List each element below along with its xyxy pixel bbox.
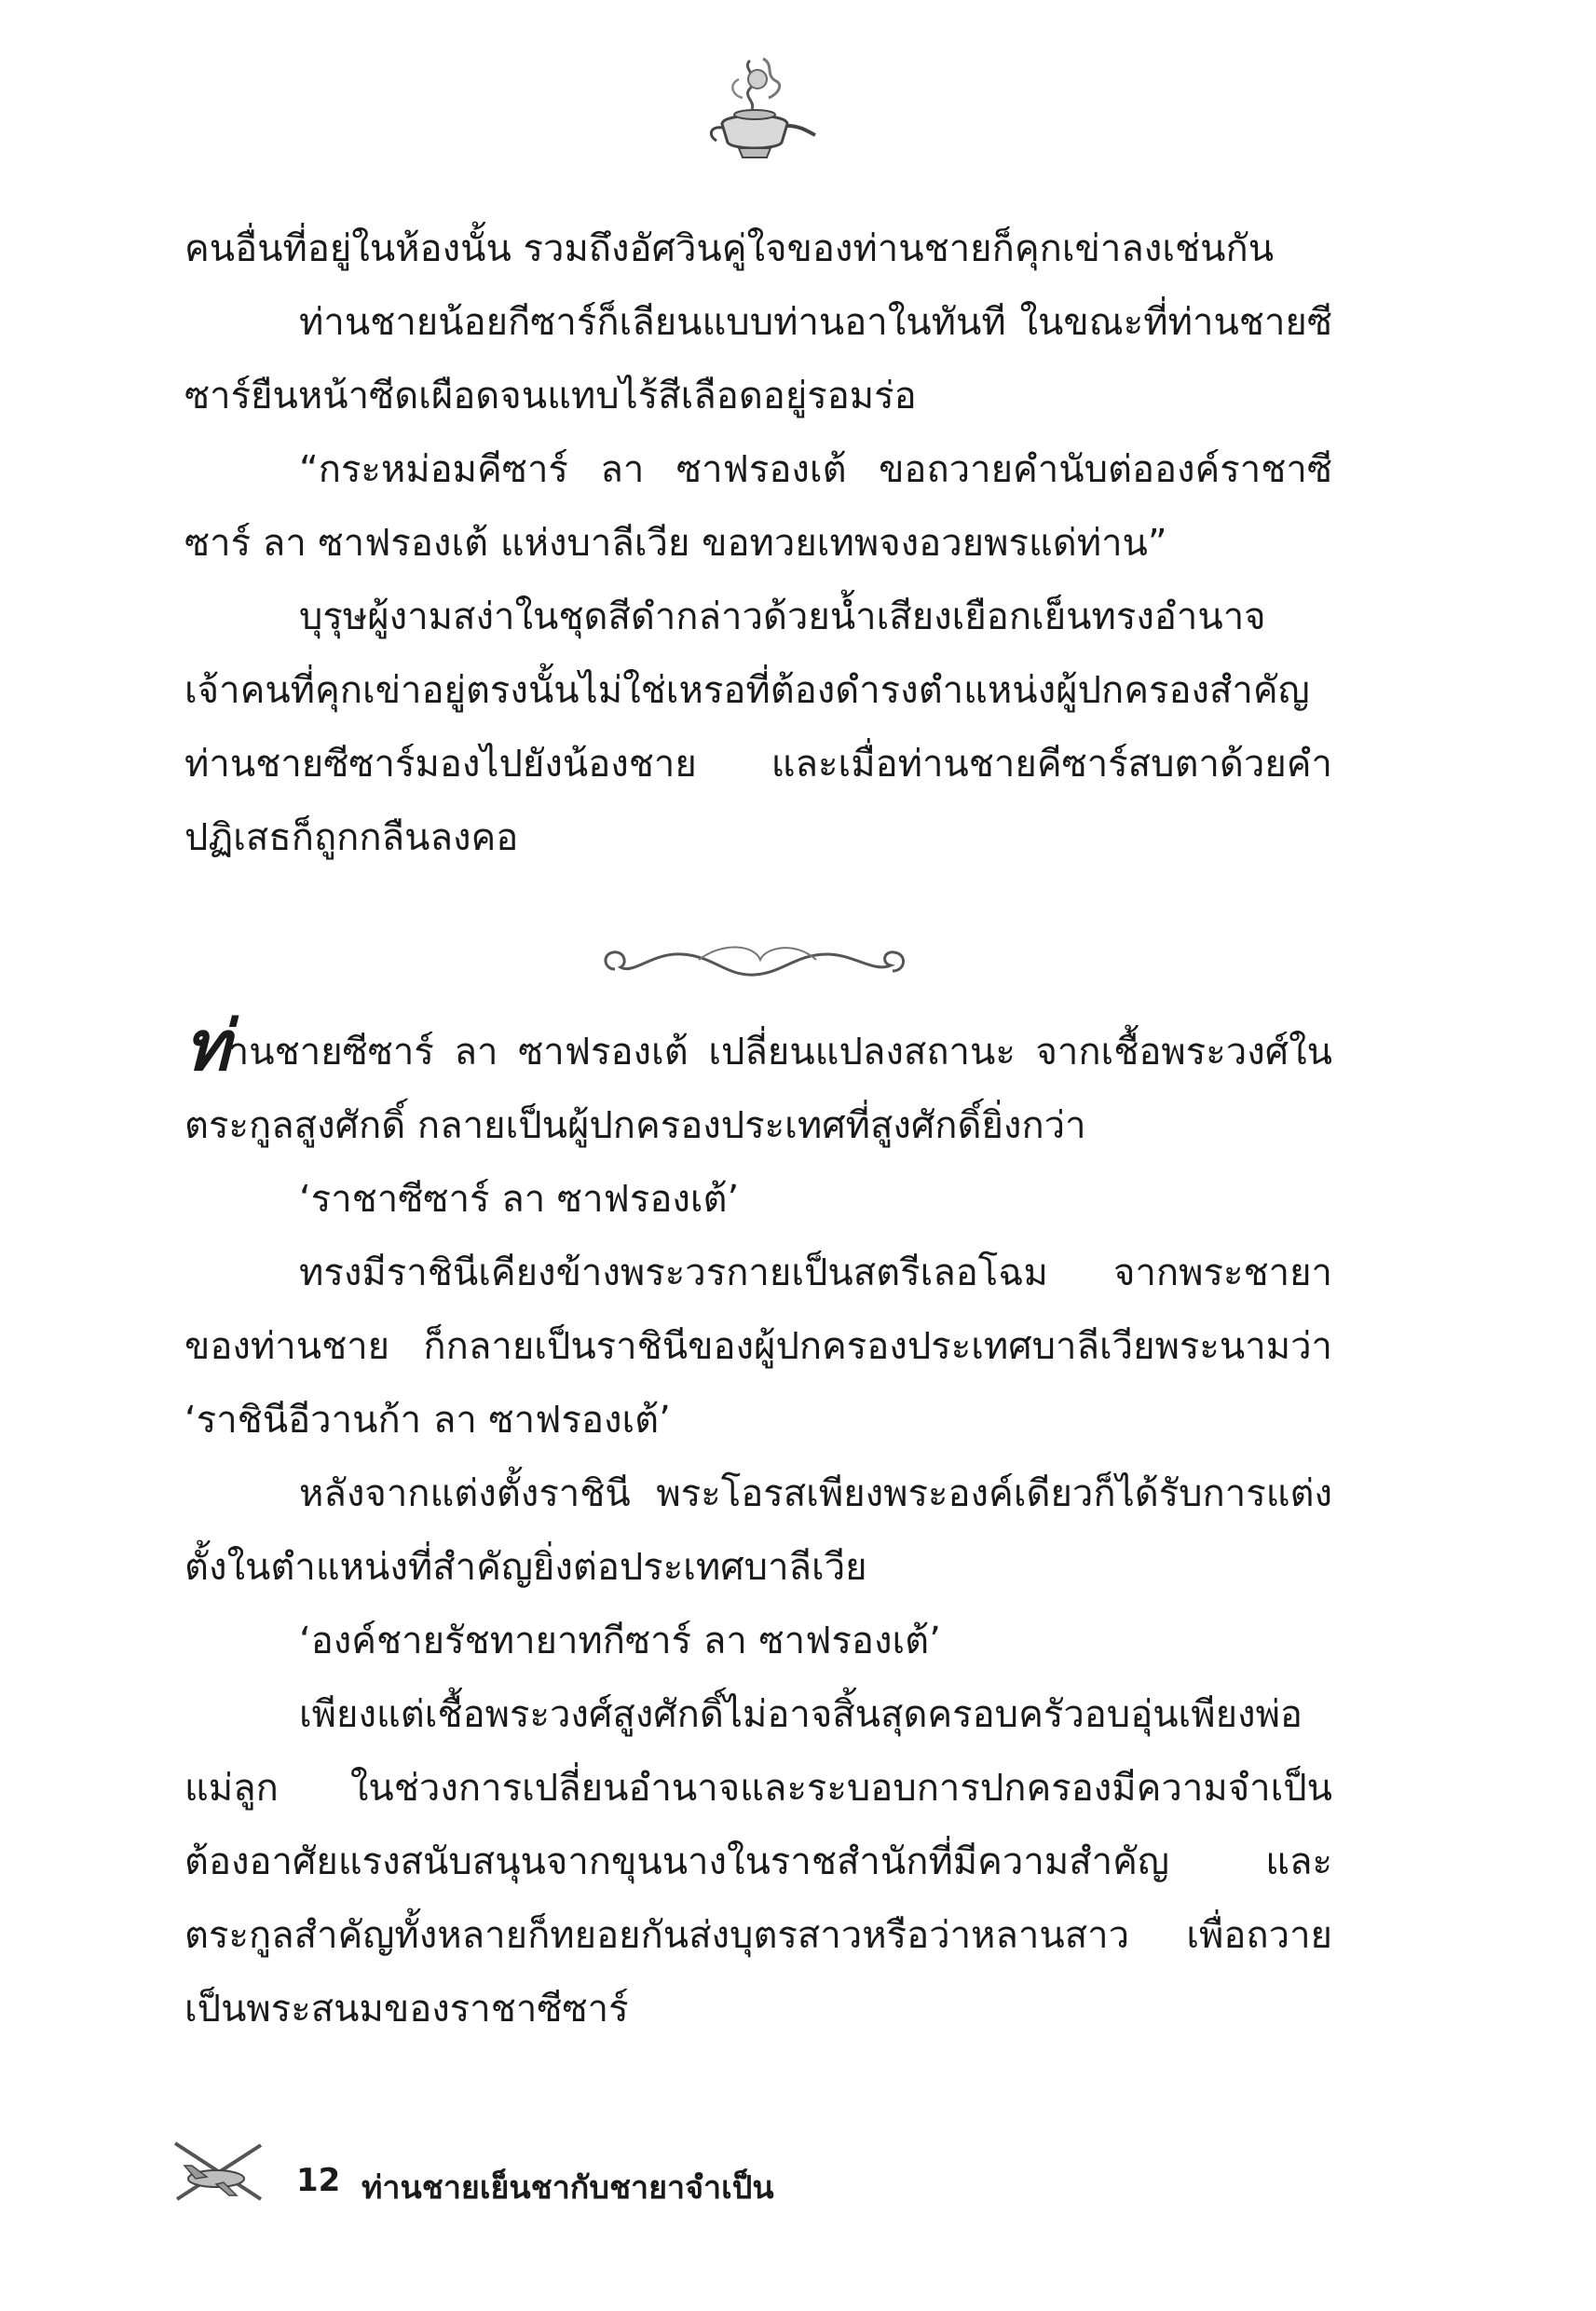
airplane-icon bbox=[168, 2134, 270, 2208]
text-block-2 bbox=[184, 1006, 1332, 2046]
drop-cap: ท่ bbox=[184, 1006, 228, 1087]
lamp-ornament-icon bbox=[685, 51, 825, 168]
paragraph-6: ทรงมีราชินีเคียงข้างพระวรกายเป็นสตรีเลอโฉม จากพระชายาของท่านชาย ก็กลายเป็นราชินีของผู้ปกครองประเทศบาลีเวียพระนามว่า ‘ราชินีอีวานก้า ลา ซาฟรองเต้’ bbox=[184, 1251, 1332, 1442]
paragraph-4: บุรุษผู้งามสง่าในชุดสีดำกล่าวด้วยน้ำเสียงเยือกเย็นทรงอำนาจ เจ้าคนที่คุกเข่าอยู่ตรงนั้นไม่ใช่เหรอที่ต้องดำรงตำแหน่งผู้ปกครองสำคัญ ท่านชายซีซาร์มองไปยังน้องชาย และเมื่อท่านชายคีซาร์สบตาด้วยคำปฏิเสธก็ถูกกลืนลงคอ bbox=[184, 595, 1332, 859]
paragraph-9: เพียงแต่เชื้อพระวงศ์สูงศักดิ์ไม่อาจสิ้นสุดครอบครัวอบอุ่นเพียงพ่อแม่ลูก ในช่วงการเปลี่ยนอำนาจและระบอบการปกครองมีความจำเป็นต้องอาศัยแรงสนับสนุนจากขุนนางในราชสำนักที่มีความสำคัญ และตระกูลสำคัญทั้งหลายก็ทยอยกันส่งบุตรสาวหรือว่าหลานสาว เพื่อถวายเป็นพระสนมของราชาซีซาร์ bbox=[184, 1693, 1332, 2031]
paragraph-5: ‘ราชาซีซาร์ ลา ซาฟรองเต้’ bbox=[299, 1178, 740, 1221]
opening-text: านชายซีซาร์ ลา ซาฟรองเต้ เปลี่ยนแปลงสถานะ จากเชื้อพระวงศ์ในตระกูลสูงศักดิ์ กลายเป็นผู้ปกครองประเทศที่สูงศักดิ์ยิ่งกว่า bbox=[184, 1031, 1332, 1147]
paragraph-8: ‘องค์ชายรัชทายาทกีซาร์ ลา ซาฟรองเต้’ bbox=[299, 1620, 941, 1662]
paragraph-7: หลังจากแต่งตั้งราชินี พระโอรสเพียงพระองค์เดียวก็ได้รับการแต่งตั้งในตำแหน่งที่สำคัญยิ่งต่อประเทศบาลีเวีย bbox=[184, 1472, 1332, 1589]
text-block-1 bbox=[184, 212, 1332, 875]
page-number: 12 bbox=[296, 2162, 341, 2199]
chapter-opening-paragraph bbox=[184, 1006, 1332, 1163]
paragraph-3: “กระหม่อมคีซาร์ ลา ซาฟรองเต้ ขอถวายคำนับต่อองค์ราชาซีซาร์ ลา ซาฟรองเต้ แห่งบาลีเวีย ขอทวยเทพจงอวยพรแด่ท่าน” bbox=[184, 448, 1332, 565]
paragraph-2: ท่านชายน้อยกีซาร์ก็เลียนแบบท่านอาในทันที ในขณะที่ท่านชายซีซาร์ยืนหน้าซีดเผือดจนแทบไร้สีเลือดอยู่รอมร่อ bbox=[184, 301, 1332, 417]
book-title: ท่านชายเย็นชากับชายาจำเป็น bbox=[361, 2169, 774, 2207]
swirl-divider-icon bbox=[596, 932, 913, 993]
paragraph-1: คนอื่นที่อยู่ในห้องนั้น รวมถึงอัศวินคู่ใจของท่านชายก็คุกเข่าลงเช่นกัน bbox=[184, 227, 1275, 270]
page-footer bbox=[168, 2134, 1006, 2208]
